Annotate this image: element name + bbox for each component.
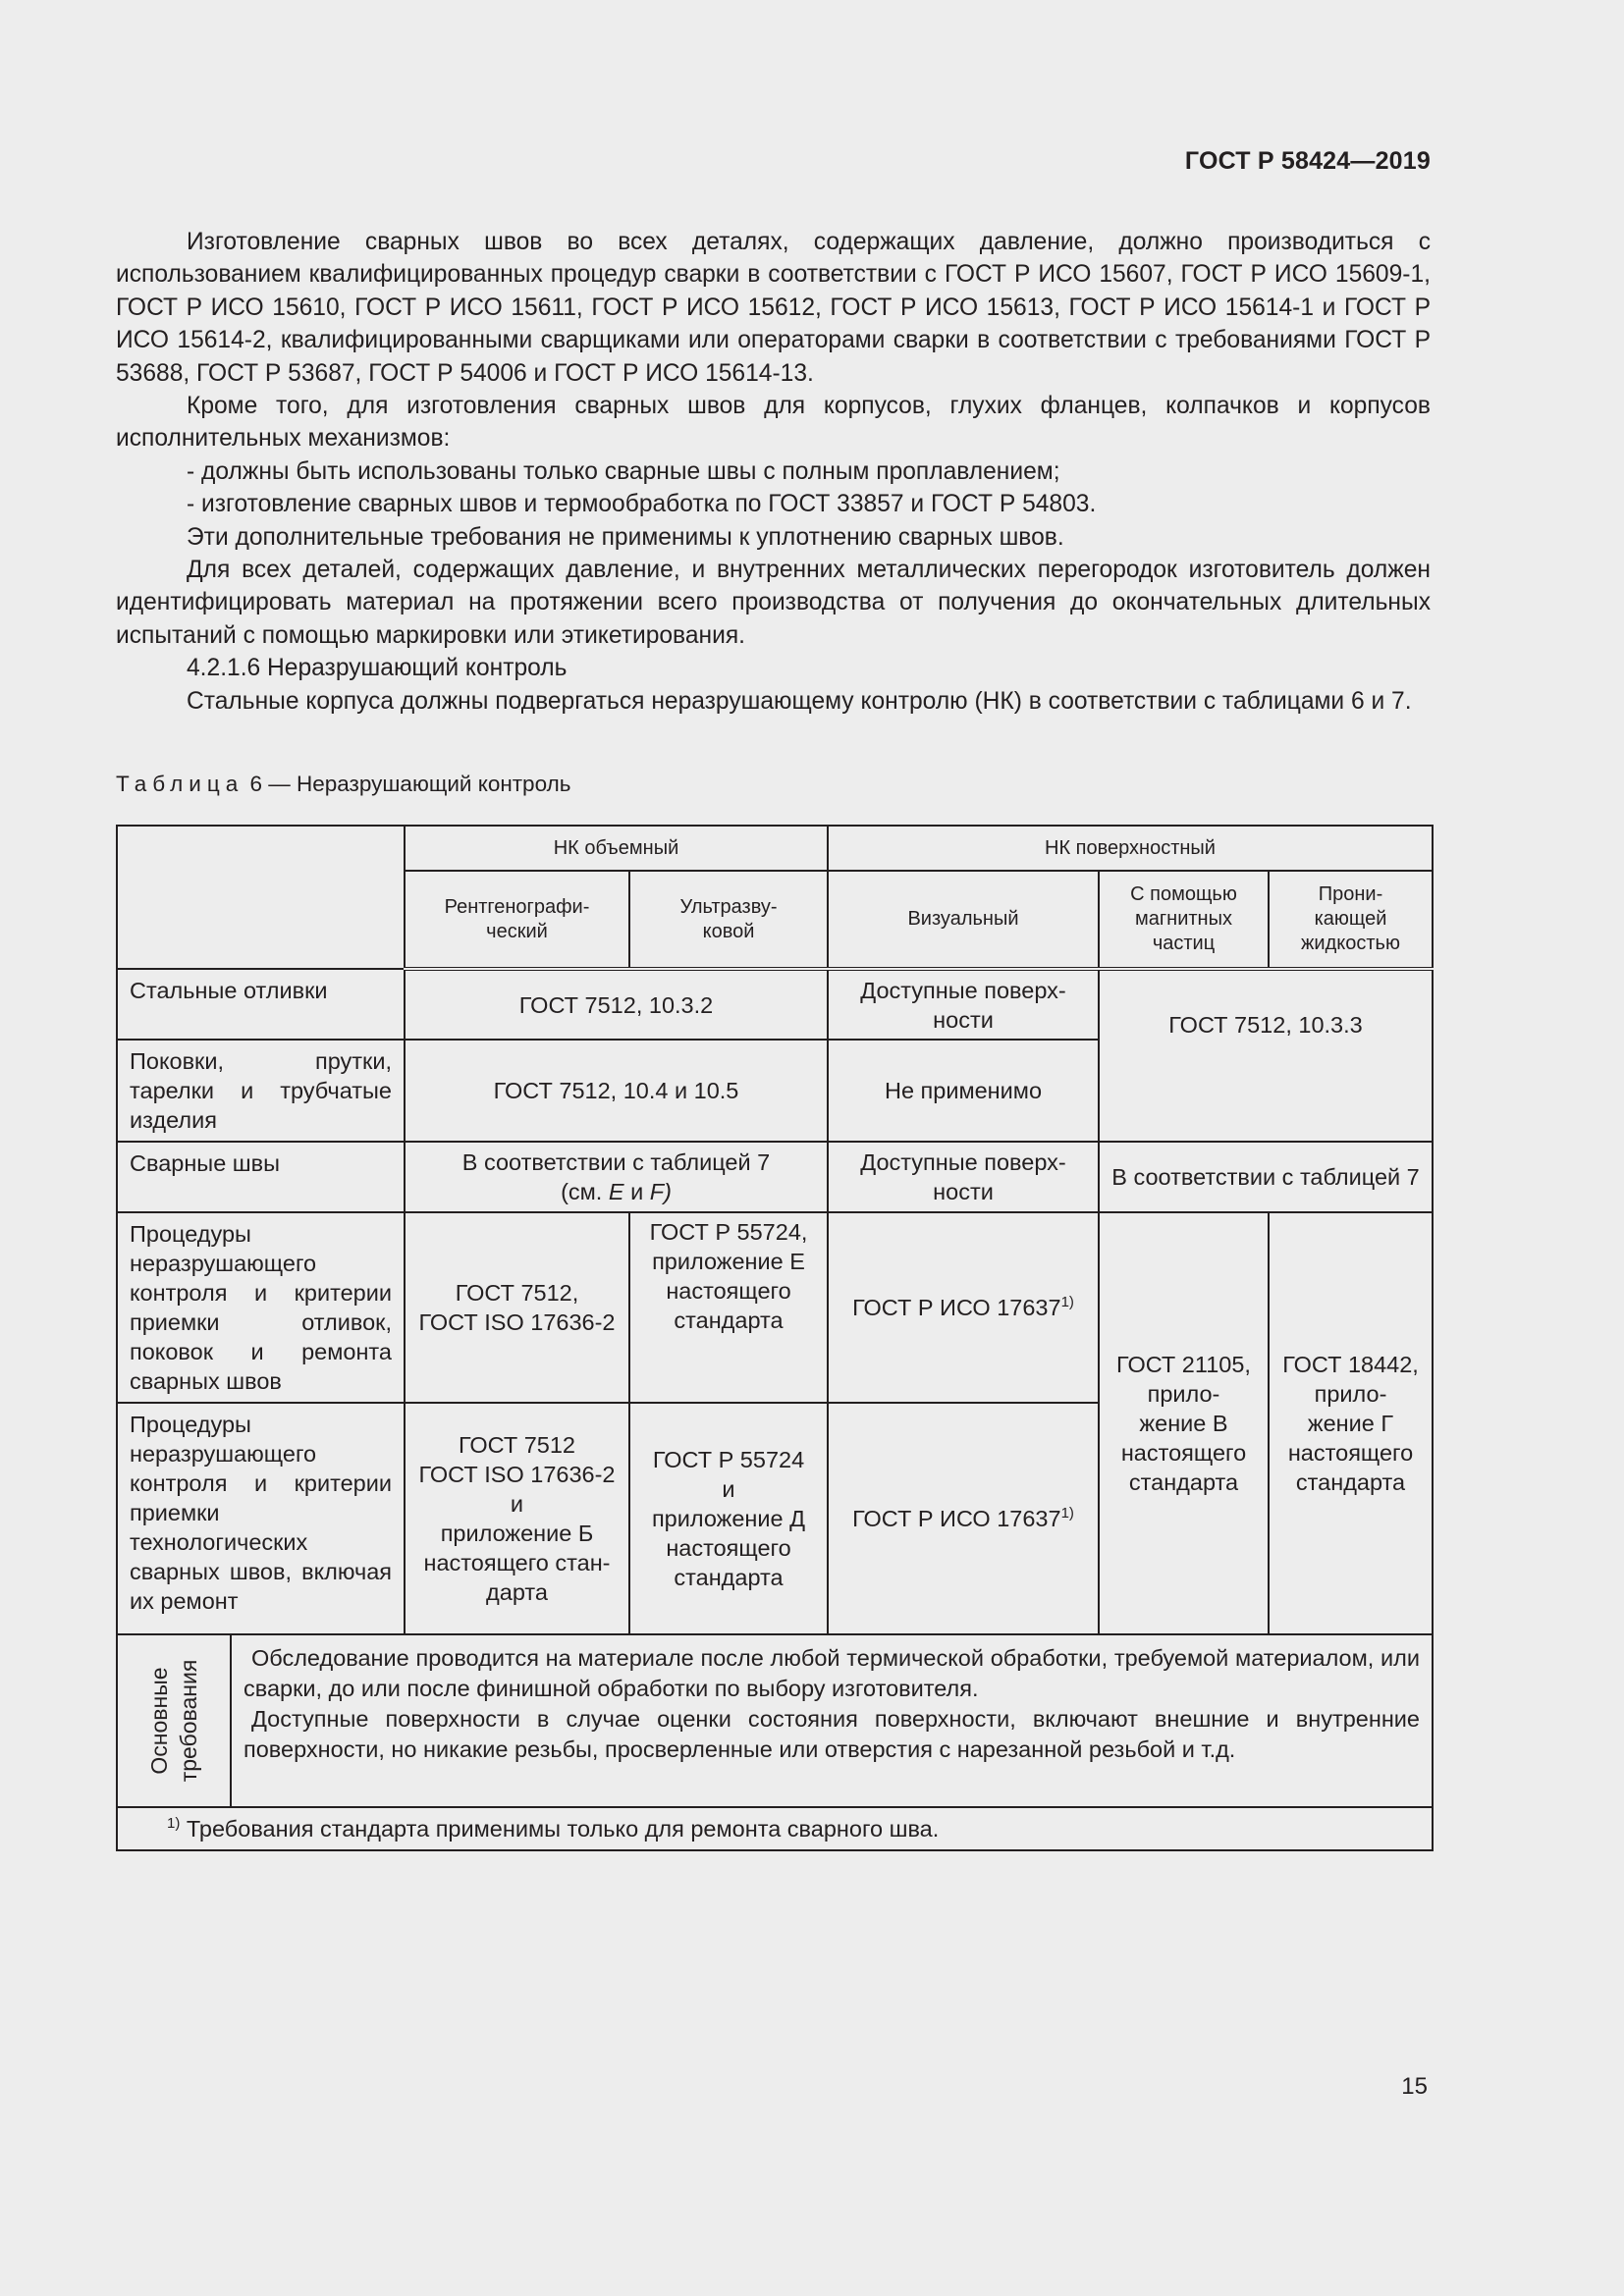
welds-volumetric-annex-e: E	[608, 1179, 624, 1204]
cell-proc-castings-ultrasonic: ГОСТ Р 55724, приложение Е настоящего стандарта	[629, 1212, 828, 1403]
header-group-surface: НК поверхностный	[828, 826, 1433, 871]
row-label-forgings: Поковки, прутки, тарелки и трубчатые изделия	[117, 1040, 405, 1142]
requirement-item: Доступные поверхности в случае оценки состояния поверхности, включают внешние и внутренние поверхности, но никакие резьбы, просверленные или отверстия с нарезанной резьбой и т.д.	[244, 1706, 1421, 1762]
visual-standard: ГОСТ Р ИСО 17637	[852, 1506, 1061, 1531]
visual-standard: ГОСТ Р ИСО 17637	[852, 1295, 1061, 1320]
table-footnote	[117, 1807, 1433, 1850]
cell-forgings-volumetric: ГОСТ 7512, 10.4 и 10.5	[405, 1040, 828, 1142]
cell-proc-penetrant: ГОСТ 18442, прило- жение Г настоящего стандарта	[1269, 1212, 1433, 1634]
caption-title: 6 — Неразрушающий контроль	[249, 772, 571, 796]
requirements-label-cell	[117, 1634, 231, 1807]
requirement-item: Обследование проводится на материале после любой термической обработки, требуемой материалом, или сварки, до или после финишной обработки по выбору изготовителя.	[244, 1645, 1421, 1701]
paragraph-nk: Стальные корпуса должны подвергаться неразрушающему контролю (НК) в соответствии с таблицами 6 и 7.	[187, 687, 1412, 715]
cell-castings-visual: Доступные поверх- ности	[828, 969, 1099, 1040]
nk-table	[116, 825, 1434, 1851]
footnote-mark: 1)	[167, 1815, 181, 1833]
footnote-ref: 1)	[1060, 1505, 1074, 1522]
standard-designation: ГОСТ Р 58424—2019	[1184, 147, 1431, 175]
body-text	[116, 226, 1431, 718]
header-radiographic: Рентгенографи- ческий	[405, 871, 629, 969]
list-item: - изготовление сварных швов и термообработка по ГОСТ 33857 и ГОСТ Р 54803.	[187, 491, 1097, 518]
requirements-label: Основные требования	[146, 1659, 201, 1783]
header-magnetic: С помощью магнитных частиц	[1099, 871, 1269, 969]
cell-castings-volumetric: ГОСТ 7512, 10.3.2	[405, 969, 828, 1040]
welds-volumetric-see: (см.	[561, 1179, 603, 1204]
cell-forgings-visual: Не применимо	[828, 1040, 1099, 1142]
header-visual: Визуальный	[828, 871, 1099, 969]
header-penetrant: Прони- кающей жидкостью	[1269, 871, 1433, 969]
cell-castings-forgings-surface: ГОСТ 7512, 10.3.3	[1099, 969, 1433, 1142]
cell-proc-magnetic: ГОСТ 21105, прило- жение В настоящего стандарта	[1099, 1212, 1269, 1634]
table-row	[117, 1634, 1433, 1807]
header-group-volumetric: НК объемный	[405, 826, 828, 871]
cell-proc-welds-radiographic: ГОСТ 7512 ГОСТ ISO 17636-2 и приложение Б настоящего стан- дарта	[405, 1403, 629, 1634]
table-row	[117, 1212, 1433, 1403]
cell-welds-visual: Доступные поверх- ности	[828, 1142, 1099, 1212]
table-header-row	[117, 826, 1433, 871]
page-number: 15	[1401, 2073, 1428, 2100]
section-heading: 4.2.1.6 Неразрушающий контроль	[187, 655, 568, 682]
paragraph-welding: Изготовление сварных швов во всех деталях, содержащих давление, должно производиться с использованием квалифицированных процедур сварки в соответствии с ГОСТ Р ИСО 15607, ГОСТ Р ИСО 15609-1, ГОСТ Р ИСО 15610, ГОСТ Р ИСО 15611, ГОСТ Р ИСО 15612, ГОСТ Р ИСО 15613, ГОСТ Р ИСО 15614-1 и ГОСТ Р ИСО 15614-2, квалифицированными сварщиками или операторами сварки в соответствии с требованиями ГОСТ Р 53688, ГОСТ Р 53687, ГОСТ Р 54006 и ГОСТ Р ИСО 15614-13.	[116, 229, 1431, 387]
requirements-text	[231, 1634, 1433, 1807]
paragraph-identification: Для всех деталей, содержащих давление, и внутренних металлических перегородок изготовитель должен идентифицировать материал на протяжении всего производства от получения до окончательных длительных испытаний с помощью маркировки или этикетирования.	[116, 557, 1431, 649]
caption-word: Таблица	[116, 772, 244, 796]
table-footnote-row	[117, 1807, 1433, 1850]
paragraph-additional: Кроме того, для изготовления сварных швов для корпусов, глухих фланцев, колпачков и корпусов исполнительных механизмов:	[116, 393, 1431, 453]
welds-volumetric-annex-f: F)	[649, 1179, 672, 1204]
cell-proc-castings-radiographic: ГОСТ 7512, ГОСТ ISO 17636-2	[405, 1212, 629, 1403]
table-caption	[116, 772, 570, 797]
welds-volumetric-and: и	[630, 1179, 644, 1204]
row-label-proc-castings: Процедуры неразрушающего контроля и критерии приемки отливок, поковок и ремонта сварных швов	[117, 1212, 405, 1403]
cell-welds-surface: В соответствии с таблицей 7	[1099, 1142, 1433, 1212]
list-item: - должны быть использованы только сварные швы с полным проплавлением;	[187, 457, 1060, 485]
cell-welds-volumetric	[405, 1142, 828, 1212]
row-label-castings: Стальные отливки	[117, 969, 405, 1040]
paragraph-not-applicable: Эти дополнительные требования не применимы к уплотнению сварных швов.	[187, 523, 1064, 551]
row-label-welds: Сварные швы	[117, 1142, 405, 1212]
row-label-proc-welds: Процедуры неразрушающего контроля и критерии приемки технологических сварных швов, включая их ремонт	[117, 1403, 405, 1634]
table-row	[117, 969, 1433, 1040]
footnote-text: Требования стандарта применимы только для ремонта сварного шва.	[186, 1816, 940, 1842]
table-row	[117, 1142, 1433, 1212]
footnote-ref: 1)	[1060, 1294, 1074, 1311]
cell-proc-welds-visual	[828, 1403, 1099, 1634]
header-ultrasonic: Ультразву- ковой	[629, 871, 828, 969]
cell-proc-welds-ultrasonic: ГОСТ Р 55724 и приложение Д настоящего стандарта	[629, 1403, 828, 1634]
header-corner	[117, 826, 405, 969]
welds-volumetric-line1: В соответствии с таблицей 7	[461, 1149, 771, 1175]
cell-proc-castings-visual	[828, 1212, 1099, 1403]
